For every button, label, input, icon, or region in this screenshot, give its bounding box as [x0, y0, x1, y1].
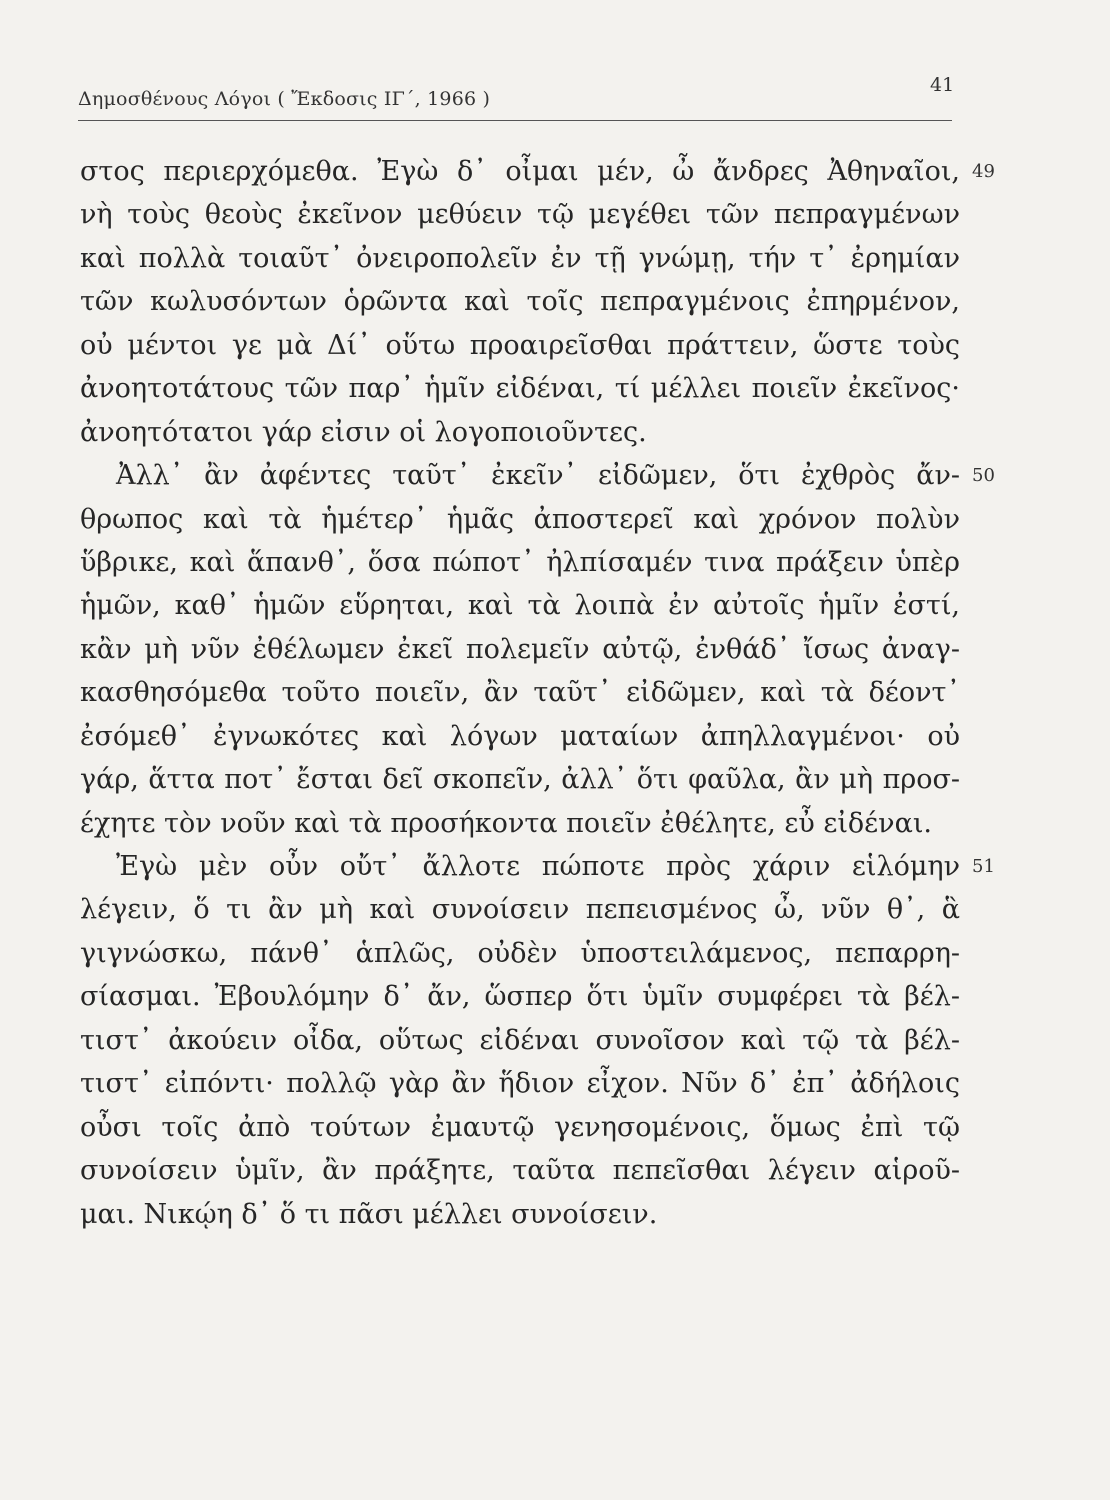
text-line [80, 802, 960, 845]
section-number: 50 [972, 465, 995, 487]
line-text: ἡμῶν, καθ᾽ ἡμῶν εὕρηται, καὶ τὰ λοιπὰ ἐν αὐτοῖς ἡμῖν ἐστί, [80, 590, 960, 622]
text-line [80, 498, 960, 541]
line-text: σίασμαι. Ἐβουλόμην δ᾽ ἄν, ὥσπερ ὅτι ὑμῖν συμφέρει τὰ βέλ- [80, 981, 960, 1013]
line-text: ἐσόμεθ᾽ ἐγνωκότες καὶ λόγων ματαίων ἀπηλλαγμένοι· οὐ [80, 720, 960, 752]
running-title: Δημοσθένους Λόγοι ( Ἔκδοσις ΙΓ΄, 1966 ) [78, 88, 491, 110]
line-text: γιγνώσκω, πάνθ᾽ ἁπλῶς, οὐδὲν ὑποστειλάμενος, πεπαρρη- [80, 937, 960, 969]
text-line [80, 193, 960, 236]
text-line [80, 671, 960, 714]
text-line [80, 324, 960, 367]
text-line [80, 715, 960, 758]
line-text: Ἐγὼ μὲν οὖν οὔτ᾽ ἄλλοτε πώποτε πρὸς χάριν εἱλόμην [116, 851, 960, 882]
text-line [80, 411, 960, 454]
text-line [80, 1106, 960, 1149]
text-line [80, 758, 960, 801]
line-text: μαι. Νικῴη δ᾽ ὅ τι πᾶσι μέλλει συνοίσειν. [80, 1198, 658, 1230]
text-body [80, 150, 995, 1236]
text-line [80, 932, 960, 975]
line-text: ὕβρικε, καὶ ἅπανθ᾽, ὅσα πώποτ᾽ ἠλπίσαμέν τινα πράξειν ὑπὲρ [80, 546, 960, 578]
text-line [80, 584, 960, 627]
line-text: ἀνοητοτάτους τῶν παρ᾽ ἡμῖν εἰδέναι, τί μέλλει ποιεῖν ἐκεῖνος· [80, 373, 960, 405]
text-line [80, 1193, 960, 1236]
text-line [80, 975, 960, 1018]
line-text: καὶ πολλὰ τοιαῦτ᾽ ὀνειροπολεῖν ἐν τῇ γνώμῃ, τήν τ᾽ ἐρημίαν [80, 242, 960, 274]
line-text: ἀνοητότατοι γάρ εἰσιν οἱ λογοποιοῦντες. [80, 416, 647, 448]
text-line [80, 237, 960, 280]
line-text: έχητε τὸν νοῦν καὶ τὰ προσήκοντα ποιεῖν ἐθέλητε, εὖ εἰδέναι. [80, 807, 932, 839]
line-text: συνοίσειν ὑμῖν, ἂν πράξητε, ταῦτα πεπεῖσθαι λέγειν αἱροῦ- [80, 1155, 960, 1187]
line-text: κἂν μὴ νῦν ἐθέλωμεν ἐκεῖ πολεμεῖν αὐτῷ, ἐνθάδ᾽ ἴσως ἀναγ- [80, 633, 960, 665]
text-line [80, 541, 960, 584]
section-number: 49 [972, 161, 995, 182]
line-text: νὴ τοὺς θεοὺς ἐκεῖνον μεθύειν τῷ μεγέθει τῶν πεπραγμένων [80, 199, 960, 231]
line-text: τῶν κωλυσόντων ὁρῶντα καὶ τοῖς πεπραγμένοις ἐπηρμένον, [80, 286, 960, 318]
line-text: οὖσι τοῖς ἀπὸ τούτων ἐμαυτῷ γενησομένοις, ὅμως ἐπὶ τῷ [80, 1111, 960, 1143]
text-line [80, 1019, 960, 1062]
text-line [80, 1149, 960, 1192]
text-line [80, 628, 960, 671]
line-text: Ἀλλ᾽ ἂν ἀφέντες ταῦτ᾽ ἐκεῖν᾽ εἰδῶμεν, ὅτι ἐχθρὸς ἄν- [116, 460, 960, 492]
line-text: λέγειν, ὅ τι ἂν μὴ καὶ συνοίσειν πεπεισμένος ὦ, νῦν θ᾽, ἃ [80, 894, 960, 926]
line-text: οὐ μέντοι γε μὰ Δί᾽ οὕτω προαιρεῖσθαι πράττειν, ὥστε τοὺς [80, 329, 960, 361]
line-text: θρωπος καὶ τὰ ἡμέτερ᾽ ἡμᾶς ἀποστερεῖ καὶ χρόνον πολὺν [80, 503, 960, 535]
line-text: γάρ, ἅττα ποτ᾽ ἔσται δεῖ σκοπεῖν, ἀλλ᾽ ὅτι φαῦλα, ἂν μὴ προσ- [80, 764, 960, 796]
line-text: στος περιερχόμεθα. Ἐγὼ δ᾽ οἶμαι μέν, ὦ ἄνδρες Ἀθηναῖοι, [80, 156, 960, 187]
text-line [80, 454, 995, 497]
section-number: 51 [972, 856, 995, 877]
text-line [80, 280, 960, 323]
text-line [80, 150, 995, 193]
text-line [80, 367, 960, 410]
text-line [80, 888, 960, 931]
text-line [80, 845, 995, 888]
page-number: 41 [930, 74, 955, 96]
line-text: τιστ᾽ εἰπόντι· πολλῷ γὰρ ἂν ἥδιον εἶχον. Νῦν δ᾽ ἐπ᾽ ἀδήλοις [80, 1068, 960, 1100]
text-line [80, 1062, 960, 1105]
line-text: κασθησόμεθα τοῦτο ποιεῖν, ἂν ταῦτ᾽ εἰδῶμεν, καὶ τὰ δέοντ᾽ [80, 677, 960, 709]
line-text: τιστ᾽ ἀκούειν οἶδα, οὕτως εἰδέναι συνοῖσον καὶ τῷ τὰ βέλ- [80, 1024, 960, 1056]
header-rule [78, 120, 952, 121]
